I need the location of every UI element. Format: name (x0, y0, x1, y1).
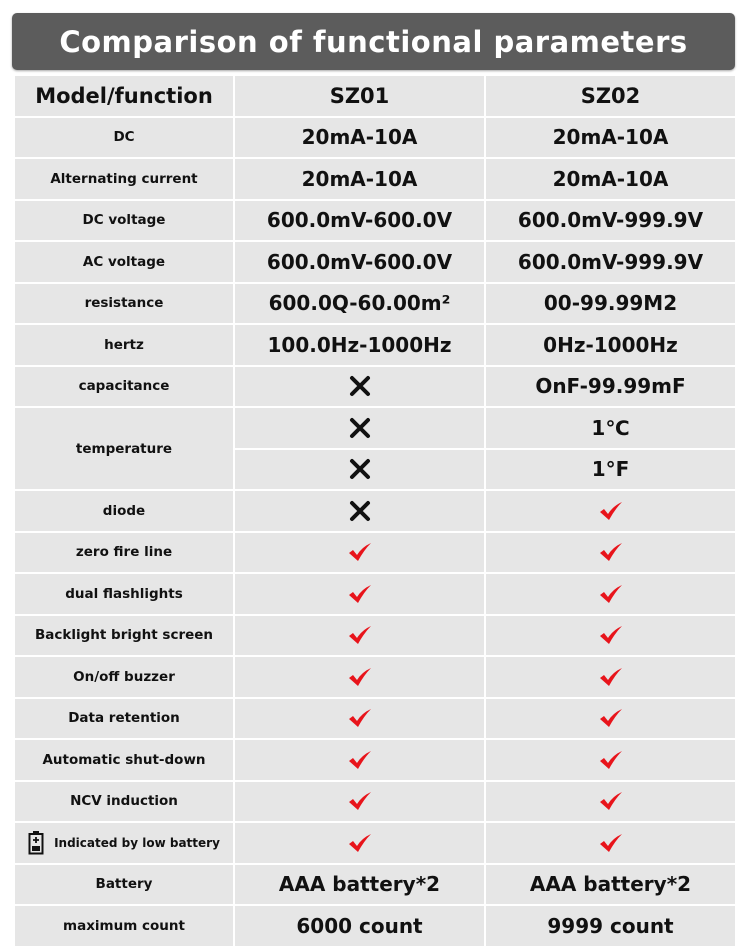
value-cell (235, 906, 484, 946)
model-name: SZ02 (580, 83, 641, 108)
value-cell (235, 325, 484, 365)
value-cell (235, 367, 484, 407)
value-cell (486, 284, 735, 324)
value-cell (486, 491, 735, 531)
row-label-cell (15, 408, 233, 489)
row-label: diode (102, 502, 146, 519)
value-cell (486, 242, 735, 282)
row-label-cell (15, 118, 233, 158)
cell-value: OnF-99.99mF (535, 374, 686, 399)
cell-value: 20mA-10A (552, 166, 669, 191)
check-icon (348, 708, 372, 728)
value-cell (235, 118, 484, 158)
row-label-cell (15, 865, 233, 905)
check-icon (348, 667, 372, 687)
value-cell (486, 450, 735, 490)
value-cell (235, 865, 484, 905)
value-cell (486, 574, 735, 614)
value-cell (235, 657, 484, 697)
value-cell (486, 657, 735, 697)
value-cell (486, 740, 735, 780)
check-icon (599, 584, 623, 604)
row-label: Battery (95, 876, 153, 893)
cell-value: 20mA-10A (301, 166, 418, 191)
check-icon (599, 501, 623, 521)
row-label: capacitance (78, 378, 170, 395)
header-cell (486, 76, 735, 116)
row-label-cell (15, 325, 233, 365)
header-cell (235, 76, 484, 116)
cell-value: 6000 count (296, 913, 423, 938)
cell-value: 9999 count (547, 913, 674, 938)
row-label: NCV induction (70, 793, 178, 810)
value-cell (486, 823, 735, 863)
row-label-cell (15, 906, 233, 946)
cell-value: 1°F (591, 457, 630, 482)
row-label-cell (15, 367, 233, 407)
check-icon (599, 833, 623, 853)
row-label: AC voltage (82, 253, 166, 270)
x-icon (349, 417, 371, 439)
row-label-cell (15, 159, 233, 199)
row-label: resistance (84, 295, 164, 312)
check-icon (348, 542, 372, 562)
header-cell (15, 76, 233, 116)
row-label-cell (15, 823, 233, 863)
value-cell (235, 533, 484, 573)
model-name: SZ01 (329, 83, 390, 108)
value-cell (486, 408, 735, 448)
check-icon (348, 584, 372, 604)
row-label: DC (113, 129, 135, 146)
cell-value: 600.0Q-60.00m² (268, 291, 451, 316)
header-label: Model/function (35, 83, 213, 108)
check-icon (599, 708, 623, 728)
value-cell (235, 450, 484, 490)
value-cell (235, 491, 484, 531)
cell-value: 100.0Hz-1000Hz (267, 332, 452, 357)
value-cell (235, 408, 484, 448)
check-icon (348, 750, 372, 770)
row-label-cell (15, 657, 233, 697)
cell-value: 00-99.99M2 (543, 291, 678, 316)
row-label: DC voltage (82, 212, 166, 229)
check-icon (599, 750, 623, 770)
battery-icon (28, 831, 44, 855)
row-label: hertz (104, 336, 144, 353)
value-cell (235, 616, 484, 656)
x-icon (349, 458, 371, 480)
cell-value: 0Hz-1000Hz (543, 332, 678, 357)
row-label: On/off buzzer (73, 668, 175, 685)
row-label-cell (15, 533, 233, 573)
value-cell (235, 201, 484, 241)
cell-value: 20mA-10A (301, 125, 418, 150)
check-icon (348, 625, 372, 645)
row-label-cell (15, 201, 233, 241)
row-label: Indicated by low battery (54, 835, 220, 850)
value-cell (486, 367, 735, 407)
row-label: zero fire line (75, 544, 173, 561)
check-icon (348, 791, 372, 811)
check-icon (599, 791, 623, 811)
cell-value: 600.0mV-600.0V (266, 249, 453, 274)
value-cell (486, 782, 735, 822)
row-label: dual flashlights (65, 585, 183, 602)
value-cell (486, 865, 735, 905)
value-cell (486, 118, 735, 158)
value-cell (486, 325, 735, 365)
row-label-cell (15, 491, 233, 531)
value-cell (235, 574, 484, 614)
value-cell (235, 242, 484, 282)
row-label: Data retention (68, 710, 180, 727)
row-label: maximum count (63, 917, 185, 934)
check-icon (599, 667, 623, 687)
row-label-cell (15, 574, 233, 614)
value-cell (235, 284, 484, 324)
x-icon (349, 500, 371, 522)
row-label: temperature (75, 440, 173, 457)
check-icon (599, 542, 623, 562)
row-label-cell (15, 616, 233, 656)
row-label-cell (15, 782, 233, 822)
value-cell (486, 699, 735, 739)
cell-value: AAA battery*2 (529, 872, 692, 897)
value-cell (486, 906, 735, 946)
cell-value: AAA battery*2 (278, 872, 441, 897)
check-icon (348, 833, 372, 853)
row-label: Alternating current (50, 170, 198, 187)
cell-value: 20mA-10A (552, 125, 669, 150)
value-cell (486, 159, 735, 199)
row-label-cell (15, 699, 233, 739)
row-label-cell (15, 242, 233, 282)
check-icon (599, 625, 623, 645)
cell-value: 600.0mV-600.0V (266, 208, 453, 233)
cell-value: 600.0mV-999.9V (517, 208, 704, 233)
value-cell (235, 159, 484, 199)
row-label: Automatic shut-down (42, 751, 206, 768)
value-cell (486, 616, 735, 656)
page-title: Comparison of functional parameters (12, 13, 735, 70)
row-label: Backlight bright screen (34, 627, 214, 644)
value-cell (235, 740, 484, 780)
row-label-cell (15, 284, 233, 324)
value-cell (235, 823, 484, 863)
value-cell (235, 782, 484, 822)
x-icon (349, 375, 371, 397)
row-label-cell (15, 740, 233, 780)
value-cell (235, 699, 484, 739)
cell-value: 1℃ (591, 415, 630, 440)
cell-value: 600.0mV-999.9V (517, 249, 704, 274)
value-cell (486, 201, 735, 241)
value-cell (486, 533, 735, 573)
